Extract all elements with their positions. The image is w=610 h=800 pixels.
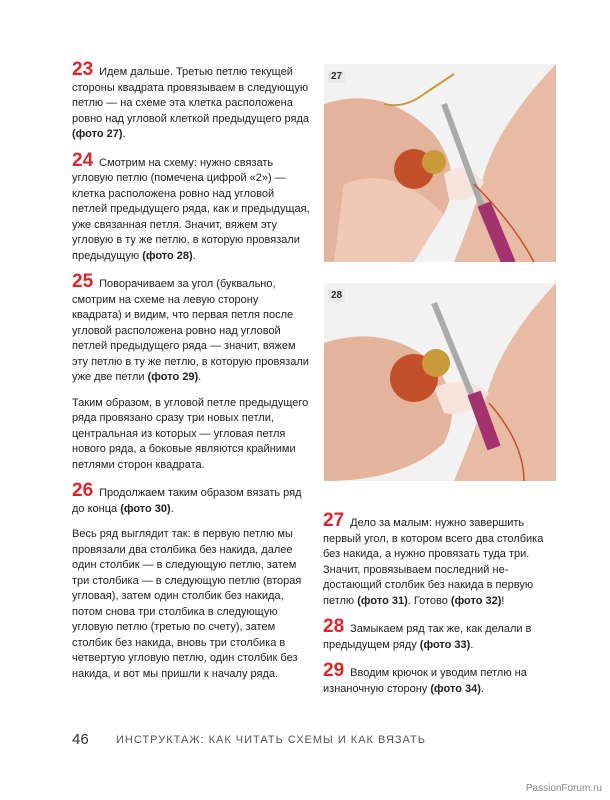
photo-ref: (фото 31)	[357, 594, 408, 607]
step-text: Смотрим на схему: нужно связать угловую петлю (помечена цифрой «2») — клетка расположена ровно над угловой петлей предыдущего ряда, как и предыдущая, уже связанная петля. Значит, вяжем эту угловую в ту же петлю, в которую провязали предыдущую	[72, 156, 310, 262]
step-punct: .	[470, 638, 474, 651]
photo-ref: (фото 30)	[120, 502, 171, 515]
photo-label: 28	[328, 289, 345, 302]
step-text: Дело за малым: нужно завершить первый угол, в котором всего два столбика без накида, а нужно провязать туда три. Значит, провязываем последний недостающий столбик без накида в первую петлю	[323, 517, 544, 607]
step-text: Идем дальше. Третью петлю текущей стороны квадрата провязываем в следующую петлю — на схеме эта клетка расположена ровно над угловой клеткой предыдущего ряда	[72, 66, 310, 125]
step-number: 25	[72, 271, 94, 292]
page-footer	[72, 731, 592, 751]
right-column	[323, 510, 563, 707]
photo-label: 27	[328, 70, 345, 83]
step-29	[323, 660, 563, 697]
page-number: 46	[72, 731, 89, 748]
step-text-mid: . Готово	[407, 594, 451, 607]
photo-ref: (фото 32)	[450, 594, 502, 607]
photo-ref: (фото 33)	[419, 638, 471, 651]
step-28	[323, 616, 563, 653]
left-column	[72, 59, 310, 692]
step-number: 26	[72, 480, 94, 501]
photo-ref: (фото 29)	[147, 371, 199, 383]
step-27	[323, 510, 563, 609]
step-26	[72, 480, 310, 517]
step-number: 29	[323, 660, 345, 681]
crochet-hands-image	[324, 283, 556, 481]
photo-27	[324, 64, 556, 262]
step-punct: .	[192, 249, 196, 262]
step-punct: .	[122, 128, 126, 140]
step-number: 28	[323, 616, 345, 637]
photo-ref: (фото 34)	[430, 682, 481, 695]
step-24	[72, 149, 310, 265]
photo-ref: (фото 28)	[142, 249, 193, 262]
paragraph-row-description: Весь ряд выглядит так: в первую петлю мы провязали два столбика без накида, далее один столбик — в следующую петлю, затем три столбика — в следующую петлю (вторая угловая), затем один столбик без накида, потом снова три столбика в следующую угловую петлю (третью по счету), затем столбик без накида, вновь три столбика в четвертую угловую петлю, один столбик без накида, и вот мы пришли к началу ряда.	[72, 528, 302, 680]
step-23	[72, 59, 310, 143]
watermark: PassionForum.ru	[525, 783, 602, 794]
step-text: Замыкаем ряд так же, как делали в предыдущем ряду	[323, 623, 532, 651]
step-number: 23	[72, 59, 94, 80]
running-title: ИНСТРУКТАЖ: КАК ЧИТАТЬ СХЕМЫ И КАК ВЯЗАТЬ	[116, 734, 426, 746]
step-text: Поворачиваем за угол (буквально, смотрим на схеме на левую сторону квадрата) и видим, что первая петля после угловой расположена ровно над угловой петлей предыдущего ряда — значит, вяжем эту петлю в ту же петлю, в которую провязали уже две петли	[72, 278, 309, 383]
step-text: Продолжаем таким образом вязать ряд до конца	[72, 487, 302, 515]
step-number: 24	[72, 149, 94, 171]
step-punct: .	[170, 502, 174, 515]
step-punct: .	[198, 371, 202, 383]
crochet-hands-image	[324, 64, 556, 262]
step-number: 27	[323, 510, 345, 531]
step-punct: !	[501, 594, 505, 607]
photo-ref: (фото 27)	[72, 128, 123, 140]
paragraph-summary: Таким образом, в угловой петле предыдущего ряда провязано сразу три новых петли, центральная из которых — угловая петля нового ряда, а боковые являются крайними петлями сторон квадрата.	[72, 396, 309, 471]
step-punct: .	[480, 682, 484, 695]
step-25	[72, 271, 310, 386]
step-text: Вводим крючок и уводим петлю на изнаночную сторону	[323, 667, 527, 695]
photo-28	[324, 283, 556, 481]
